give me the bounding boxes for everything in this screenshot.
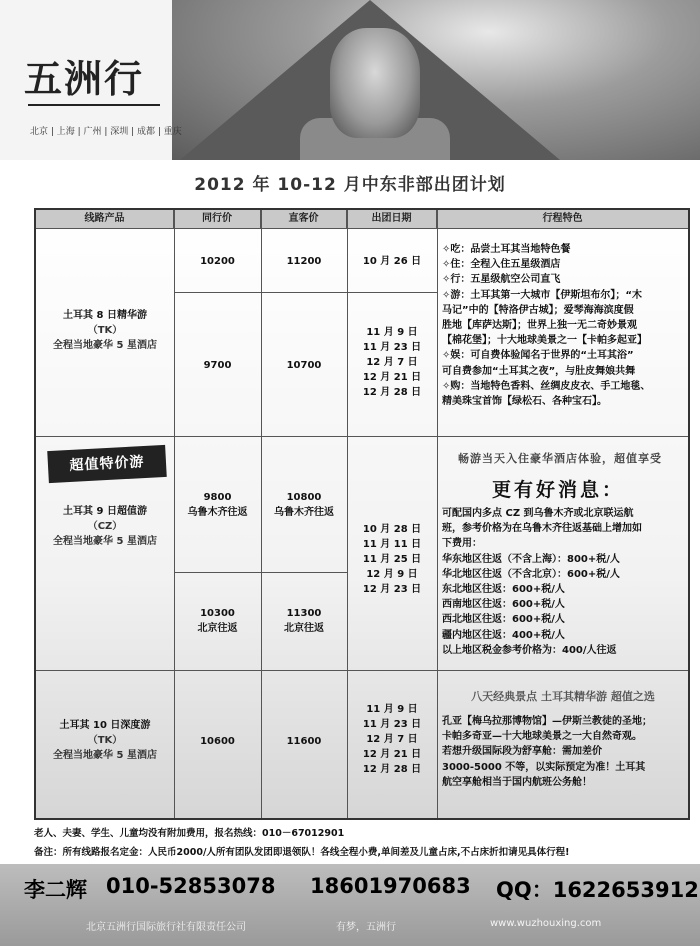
price: 11300 — [286, 608, 322, 619]
feature-line: 以上地区税金参考价格为：400/人往返 — [442, 644, 617, 656]
product-1-row2-direct-price: 10700 — [286, 360, 322, 371]
footer-contacts — [0, 874, 700, 908]
header-direct-price: 直客价 — [261, 210, 347, 228]
feature-line: 孔亚【梅乌拉那博物馆】—伊斯兰教徒的圣地； — [442, 716, 652, 727]
feature-line: 东北地区往返：600+税/人 — [442, 584, 565, 596]
header-features: 行程特色 — [437, 210, 688, 228]
date-item: 12 月 28 日 — [362, 764, 422, 775]
product-3-dates — [347, 702, 437, 777]
special-offer-stamp: 超值特价游 — [47, 445, 167, 483]
product-2-hotel: 全程当地豪华 5 星酒店 — [53, 536, 157, 547]
product-1-features — [442, 242, 688, 409]
feature-line: 西北地区往返：600+税/人 — [442, 614, 565, 626]
price: 10300 — [200, 608, 235, 619]
notes-line-1: 老人、夫妻、学生、儿童均没有附加费用，报名热线：010－67012901 — [34, 828, 345, 839]
product-1-name: 土耳其 8 日精华游 — [63, 310, 147, 321]
footer-bottom — [0, 918, 700, 936]
feature-line: 【棉花堡】；十大地球美景之一【卡帕多起亚】 — [442, 335, 647, 347]
product-3-promo: 八天经典景点 土耳其精华游 超值之选 — [471, 690, 655, 703]
grid-line — [36, 228, 688, 229]
feature-line: 若想升级国际段为舒享舱：需加差价 — [442, 746, 602, 758]
product-2-row2-direct — [261, 606, 347, 636]
good-news-heading: 更有好消息： — [491, 479, 624, 501]
grid-line — [437, 210, 438, 818]
notes-section — [34, 824, 694, 862]
feature-line: 3000-5000 不等，以实际预定为准！土耳其 — [442, 761, 646, 773]
feature-line: 班，参考价格为在乌鲁木齐往返基础上增加如 — [442, 523, 642, 535]
footer — [0, 864, 700, 946]
date-item: 11 月 23 日 — [362, 719, 422, 730]
product-2-row1-direct — [261, 490, 347, 520]
product-3-code: （TK） — [87, 735, 123, 746]
price-note: 北京往返 — [197, 623, 238, 634]
product-2-row2-peer — [174, 606, 261, 636]
feature-line: ✧购：当地特色香料、丝绸皮皮衣、手工地毯、 — [442, 380, 651, 392]
tour-schedule-table — [34, 208, 690, 820]
product-1-row2-peer-price: 9700 — [203, 360, 232, 371]
feature-line: 卡帕多奇亚—十大地球美景之一大自然奇观。 — [442, 731, 642, 743]
feature-line: 马记”中的【特洛伊古城】；爱琴海海滨度假 — [442, 304, 634, 316]
feature-line: 西南地区往返：600+税/人 — [442, 599, 565, 611]
header-product: 线路产品 — [36, 210, 174, 228]
product-3-name: 土耳其 10 日深度游 — [59, 720, 151, 731]
product-1-hotel: 全程当地豪华 5 星酒店 — [53, 340, 157, 351]
product-1-info — [36, 308, 174, 353]
feature-line: ✧娱：可自费体验闻名于世界的“土耳其浴” — [442, 350, 634, 362]
product-2-info — [36, 504, 174, 549]
price-note: 北京往返 — [284, 623, 324, 634]
date-item: 12 月 23 日 — [362, 584, 422, 595]
product-3-hotel: 全程当地豪华 5 星酒店 — [53, 750, 157, 761]
notes-line-2: 备注：所有线路报名定金：人民币2000/人所有团队发团即退领队！各线全程小费,单间差及儿童占床,不占床折扣请见具体行程! — [34, 847, 570, 858]
product-3-features — [442, 714, 688, 790]
feature-line: 精美珠宝首饰【绿松石、各种宝石】。 — [442, 396, 607, 408]
product-1-row1-direct-price: 11200 — [286, 256, 322, 267]
date-item: 11 月 9 日 — [366, 327, 418, 338]
product-2-features — [442, 506, 688, 658]
date-item: 11 月 23 日 — [362, 342, 422, 353]
feature-line: 下费用： — [442, 538, 482, 550]
product-2-row1-peer — [174, 490, 261, 520]
product-3-peer-price: 10600 — [200, 736, 235, 747]
product-1-row2-dates — [347, 325, 437, 400]
feature-line: 疆内地区往返：400+税/人 — [442, 629, 565, 641]
product-1-code: （TK） — [87, 325, 123, 336]
feature-line: 航空享舱相当于国内航班公务舱！ — [442, 776, 592, 788]
sphinx-head-image — [330, 28, 420, 138]
grid-line — [36, 670, 688, 671]
feature-line: 可自费参加“土耳其之夜”，与肚皮舞娘共舞 — [442, 365, 636, 377]
contact-name: 李二辉 — [24, 878, 87, 902]
product-1-row1-peer-price: 10200 — [200, 256, 235, 267]
feature-line: ✧行：五星级航空公司直飞 — [442, 274, 561, 286]
price: 10800 — [286, 492, 322, 503]
date-item: 12 月 9 日 — [366, 569, 418, 580]
logo-underline — [28, 104, 160, 106]
date-item: 11 月 11 日 — [362, 539, 422, 550]
product-2-name: 土耳其 9 日超值游 — [63, 506, 147, 517]
header-banner — [0, 0, 700, 160]
price-note: 乌鲁木齐往返 — [274, 507, 334, 518]
website-link[interactable]: www.wuzhouxing.com — [490, 918, 602, 929]
product-3-info — [36, 718, 174, 763]
feature-line: ✧吃：品尝土耳其当地特色餐 — [442, 244, 571, 255]
price: 9800 — [203, 492, 232, 503]
grid-line — [174, 292, 437, 293]
company-name: 北京五洲行国际旅行社有限责任公司 — [86, 922, 246, 933]
date-item: 12 月 28 日 — [362, 387, 422, 398]
grid-line — [174, 572, 347, 573]
header-dates: 出团日期 — [347, 210, 437, 228]
brand-cities: 北京 | 上海 | 广州 | 深圳 | 成都 | 重庆 — [30, 127, 182, 137]
feature-line: ✧住：全程入住五星级酒店 — [442, 259, 561, 271]
date-item: 12 月 7 日 — [366, 357, 418, 368]
product-2-promo: 畅游当天入住豪华酒店体验，超值享受 — [458, 452, 662, 465]
contact-qq: QQ：1622653912 — [496, 878, 699, 902]
product-2-dates — [347, 522, 437, 597]
date-item: 10 月 28 日 — [362, 524, 422, 535]
product-2-code: （CZ） — [87, 521, 123, 532]
page-title: 2012 年 10-12 月中东非部出团计划 — [194, 175, 506, 195]
date-item: 11 月 9 日 — [366, 704, 418, 715]
date-item: 12 月 21 日 — [362, 749, 422, 760]
feature-line: 华东地区往返（不含上海）：800+税/人 — [442, 553, 620, 565]
feature-line: 可配国内多点 CZ 到乌鲁木齐或北京联运航 — [442, 508, 634, 519]
date-item: 12 月 7 日 — [366, 734, 418, 745]
product-3-direct-price: 11600 — [286, 736, 322, 747]
feature-line: 胜地【库萨达斯】；世界上独一无二奇妙景观 — [442, 320, 637, 332]
contact-mobile: 18601970683 — [310, 874, 471, 898]
contact-phone: 010-52853078 — [106, 874, 276, 898]
price-note: 乌鲁木齐往返 — [187, 507, 248, 518]
product-1-row1-date: 10 月 26 日 — [362, 256, 422, 267]
feature-line: 华北地区往返（不含北京）：600+税/人 — [442, 568, 620, 580]
slogan: 有梦，五洲行 — [336, 922, 396, 933]
date-item: 12 月 21 日 — [362, 372, 422, 383]
logo-panel — [0, 0, 182, 160]
date-item: 11 月 25 日 — [362, 554, 422, 565]
feature-line: ✧游：土耳其第一大城市【伊斯坦布尔】；“木 — [442, 289, 642, 301]
header-peer-price: 同行价 — [174, 210, 261, 228]
brand-logo: 五洲行 — [24, 56, 145, 101]
grid-line — [36, 436, 688, 437]
